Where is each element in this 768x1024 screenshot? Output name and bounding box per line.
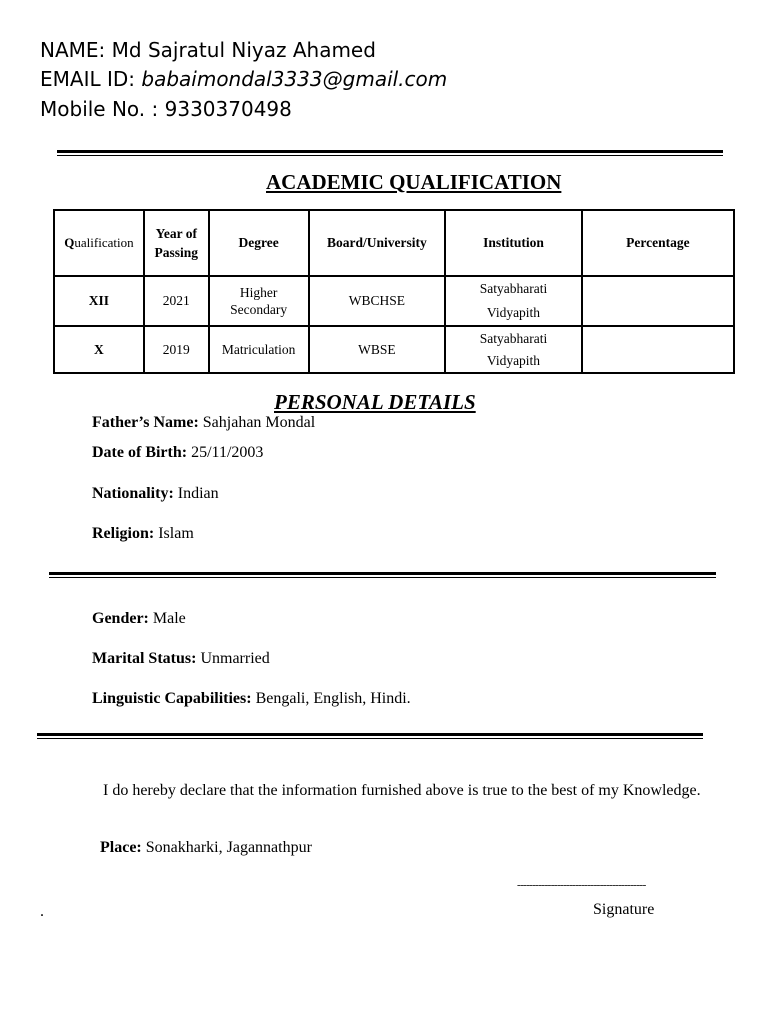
row-institution: Satyabharati Vidyapith [445,276,581,326]
mobile-line [40,97,292,121]
divider-middle [49,572,716,578]
divider-bottom [37,733,703,739]
row-institution: Satyabharati Vidyapith [445,326,581,373]
academic-title: ACADEMIC QUALIFICATION [266,170,562,194]
name-line [40,38,376,62]
col-board: Board/University [309,210,446,276]
row-board: WBCHSE [309,276,446,326]
name-label: NAME: [40,38,106,62]
dot-mark: . [40,903,44,920]
gender-line: Gender: Male [92,610,186,627]
personal-title: PERSONAL DETAILS [274,390,476,414]
col-year: Year of Passing [144,210,209,276]
row-board: WBSE [309,326,446,373]
name-value: Md Sajratul Niyaz Ahamed [111,38,376,62]
col-qualification: Qualification [54,210,144,276]
nationality-line: Nationality: Indian [92,485,219,502]
table-row [54,276,734,326]
row-degree: Higher Secondary [209,276,309,326]
divider-top [57,150,723,156]
signature-line: ------------------------------------------ [517,879,646,891]
mobile-label: Mobile No. : [40,97,159,121]
col-institution: Institution [445,210,581,276]
row-year: 2021 [144,276,209,326]
row-percentage [582,326,734,373]
row-year: 2019 [144,326,209,373]
dob-line: Date of Birth: 25/11/2003 [92,444,264,461]
row-qualification: X [54,326,144,373]
linguistic-line: Linguistic Capabilities: Bengali, English, Hindi. [92,690,411,707]
place-line: Place: Sonakharki, Jagannathpur [100,839,312,856]
row-percentage [582,276,734,326]
religion-line: Religion: Islam [92,525,194,542]
row-degree: Matriculation [209,326,309,373]
declaration-text: I do hereby declare that the information furnished above is true to the best of my Knowledge. [103,782,701,799]
marital-status-line: Marital Status: Unmarried [92,650,270,667]
table-row [54,326,734,373]
signature-label: Signature [593,901,655,918]
email-value: babaimondal3333@gmail.com [141,67,448,91]
email-line [40,67,447,91]
mobile-value: 9330370498 [164,97,292,121]
col-percentage: Percentage [582,210,734,276]
fathers-name-line: Father’s Name: Sahjahan Mondal [92,414,316,431]
col-degree: Degree [209,210,309,276]
table-header-row [54,210,734,276]
email-label: EMAIL ID: [40,67,136,91]
row-qualification: XII [54,276,144,326]
academic-table [53,209,735,374]
